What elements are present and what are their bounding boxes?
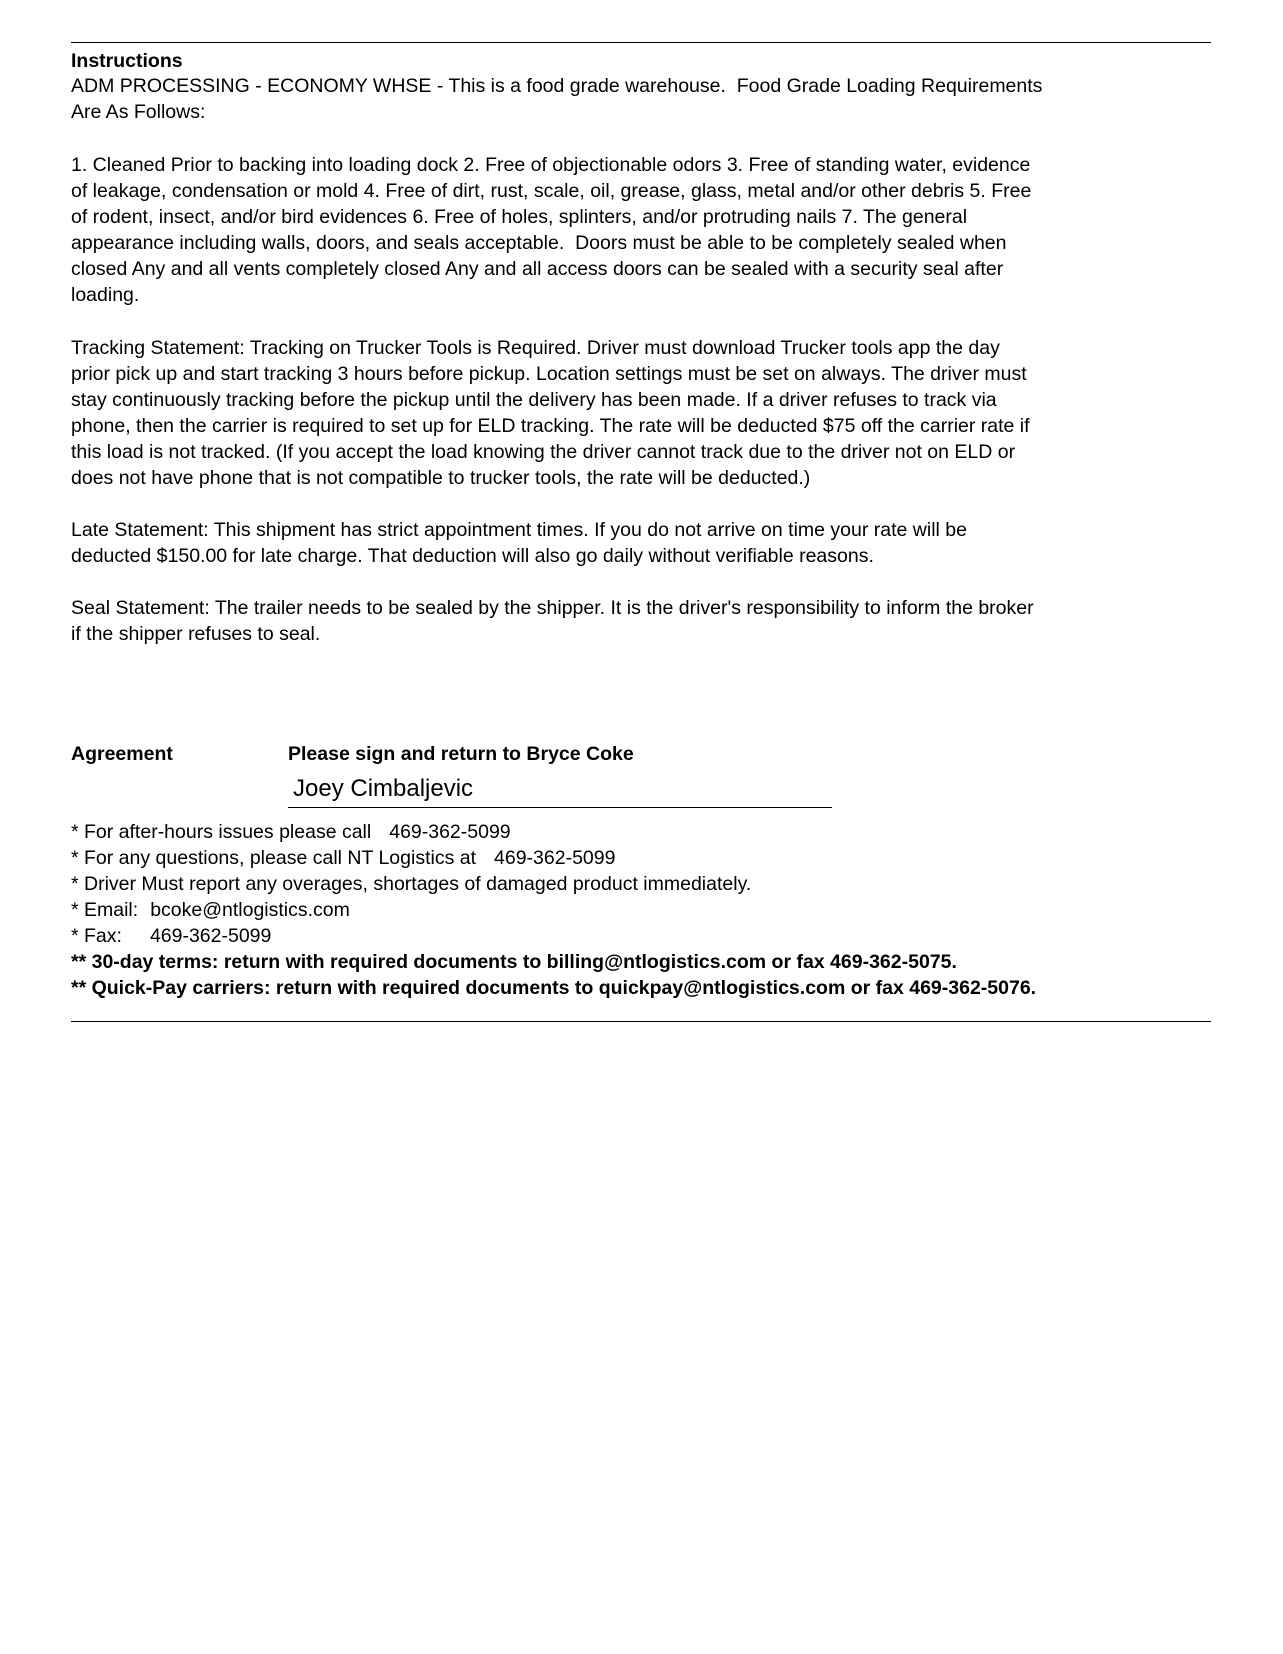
instructions-intro: ADM PROCESSING - ECONOMY WHSE - This is a food grade warehouse. Food Grade Loading Requirements Are As Follows: <box>71 75 1043 123</box>
after-hours-phone: 469-362-5099 <box>389 821 511 843</box>
fax-value: 469-362-5099 <box>149 925 272 947</box>
contact-name: Bryce Coke <box>526 743 634 765</box>
sign-prompt-text: Please sign and return to <box>288 743 521 765</box>
after-hours-label: * For after-hours issues please call <box>71 821 372 843</box>
seal-statement: Seal Statement: The trailer needs to be sealed by the shipper. It is the driver's responsibility to inform the broker if the shipper refuses to seal. <box>71 597 1034 645</box>
tracking-statement: Tracking Statement: Tracking on Trucker Tools is Required. Driver must download Trucker tools app the day prior pick up and start tracking 3 hours before pickup. Location settings must be set on always. The driver must stay continuously tracking before the pickup until the delivery has been made. If a driver refuses to track via phone, then the carrier is required to set up for ELD tracking. The rate will be deducted $75 off the carrier rate if this load is not tracked. (If you accept the load knowing the driver cannot track due to the driver not on ELD or does not have phone that is not compatible to trucker tools, the rate will be deducted.) <box>71 337 1030 489</box>
email-label: * Email: <box>71 899 139 921</box>
questions-label: * For any questions, please call NT Logistics at <box>71 847 477 869</box>
signature-line <box>288 807 832 808</box>
questions-note <box>71 845 615 871</box>
report-note: * Driver Must report any overages, shortages of damaged product immediately. <box>71 873 752 895</box>
terms-30-day: ** 30-day terms: return with required documents to billing@ntlogistics.com or fax 469-362-5075. <box>71 951 957 973</box>
food-grade-requirements: 1. Cleaned Prior to backing into loading dock 2. Free of objectionable odors 3. Free of standing water, evidence of leakage, condensation or mold 4. Free of dirt, rust, scale, oil, grease, glass, metal and/or other debris 5. Free of rodent, insect, and/or bird evidences 6. Free of holes, splinters, and/or protruding nails 7. The general appearance including walls, doors, and seals acceptable. Doors must be able to be completely sealed when closed Any and all vents completely closed Any and all access doors can be sealed with a security seal after loading. <box>71 154 1032 306</box>
email-note <box>71 897 350 923</box>
fax-note <box>71 923 271 949</box>
bottom-divider <box>71 1021 1211 1022</box>
instructions-heading: Instructions <box>71 50 183 72</box>
top-divider <box>71 42 1211 43</box>
fax-label: * Fax: <box>71 925 122 947</box>
after-hours-note <box>71 819 511 845</box>
terms-quick-pay: ** Quick-Pay carriers: return with required documents to quickpay@ntlogistics.com or fax 469-362-5076. <box>71 977 1037 999</box>
email-value: bcoke@ntlogistics.com <box>150 899 350 921</box>
agreement-label: Agreement <box>71 743 173 765</box>
questions-phone: 469-362-5099 <box>494 847 616 869</box>
late-statement: Late Statement: This shipment has strict appointment times. If you do not arrive on time your rate will be deducted $150.00 for late charge. That deduction will also go daily without verifiable reasons. <box>71 519 967 567</box>
sign-and-return-prompt <box>288 741 634 767</box>
signature-name: Joey Cimbaljevic <box>293 775 474 802</box>
